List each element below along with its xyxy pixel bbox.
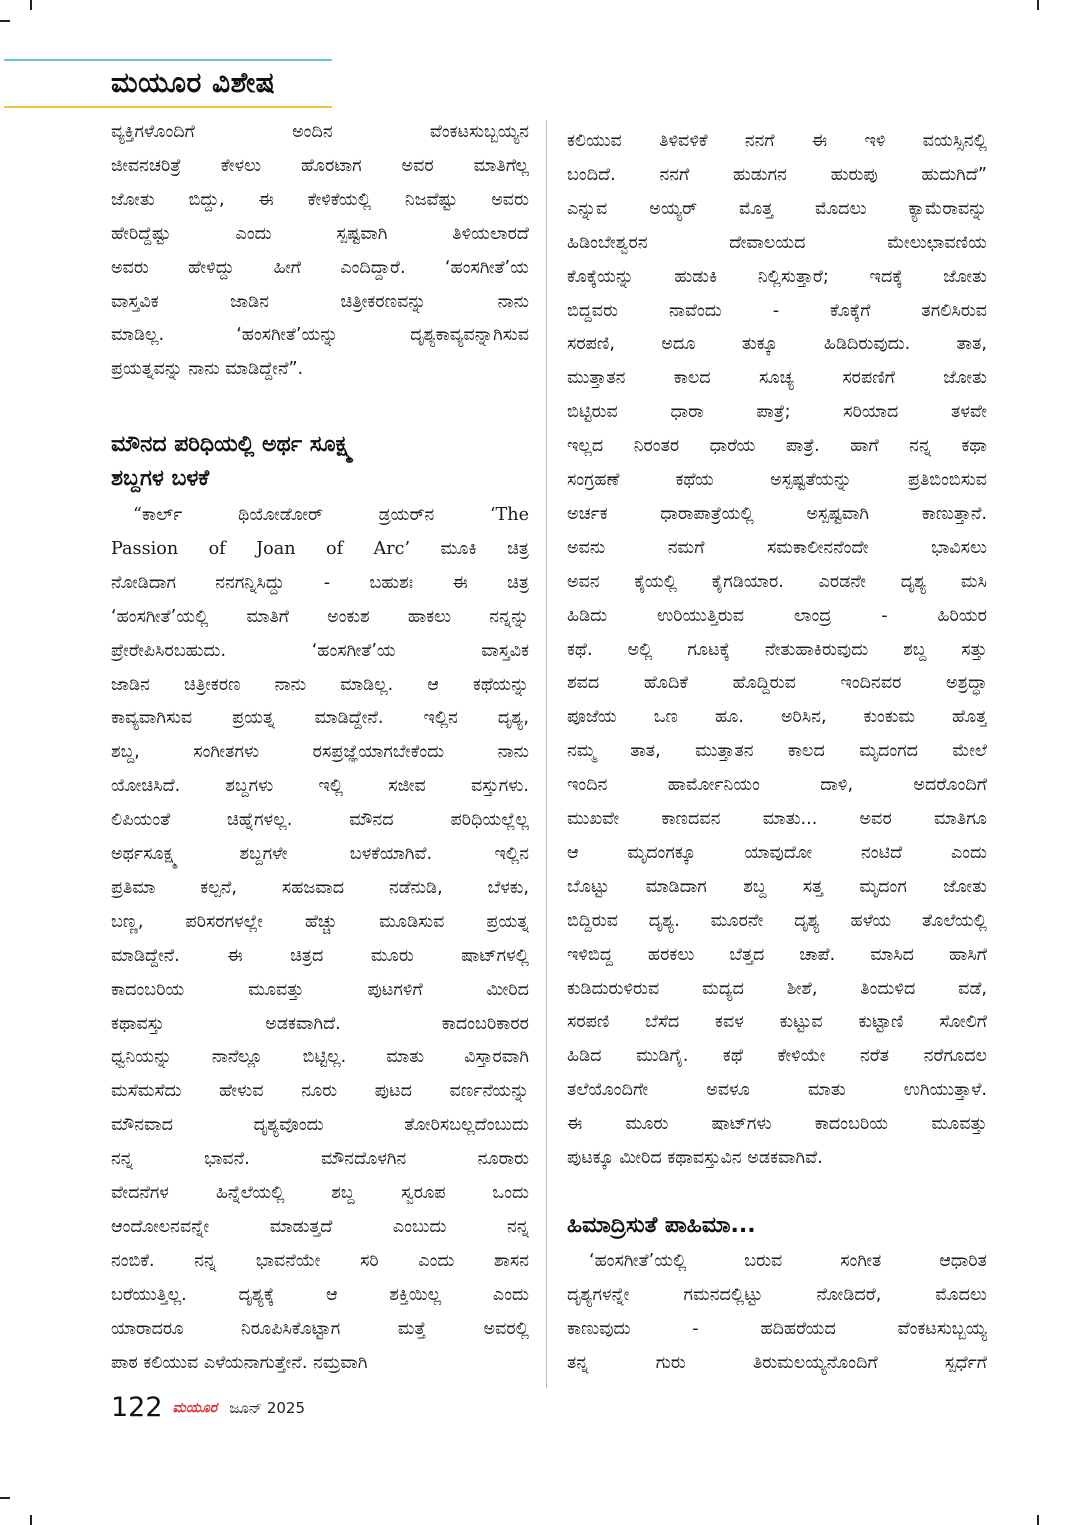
paragraph-line: ಕಲಿಯುವ ತಿಳಿವಳಿಕೆ ನನಗೆ ಈ ಇಳಿ ವಯಸ್ಸಿನಲ್ಲಿ: [567, 131, 987, 151]
crop-mark: [1037, 0, 1039, 10]
page-footer: [111, 1392, 305, 1428]
subheading: ಹಿಮಾದ್ರಿಸುತೆ ಪಾಹಿಮಾ...: [567, 1213, 756, 1238]
crop-mark: [1037, 1515, 1039, 1525]
paragraph-line: ಕಥಾವಸ್ತು ಅಡಕವಾಗಿದೆ. ಕಾದಂಬರಿಕಾರರ: [111, 1013, 529, 1034]
paragraph-line: ಸರಪಣಿ, ಅದೂ ತುಕ್ಕೂ ಹಿಡಿದಿರುವುದು. ತಾತ,: [567, 334, 987, 355]
crop-mark: [0, 20, 10, 22]
paragraph-line: ಯಾರಾದರೂ ನಿರೂಪಿಸಿಕೊಟ್ಟಾಗ ಮತ್ತೆ ಅವರಲ್ಲಿ: [111, 1318, 529, 1339]
subheading: ಮೌನದ ಪರಿಧಿಯಲ್ಲಿ ಅರ್ಥ ಸೂಕ್ಷ್ಮ: [111, 432, 353, 457]
paragraph-line: ಕಾಣುವುದು - ಹದಿಹರೆಯದ ವೆಂಕಟಸುಬ್ಬಯ್ಯ: [567, 1318, 987, 1339]
paragraph-line: ನೋಡಿದಾಗ ನನಗನ್ನಿಸಿದ್ದು - ಬಹುಶಃ ಈ ಚಿತ್ರ: [111, 572, 529, 593]
paragraph-line: ‘ಹಂಸಗೀತೆ’ಯಲ್ಲಿ ಮಾತಿಗೆ ಅಂಕುಶ ಹಾಕಲು ನನ್ನನ್ನು: [111, 606, 529, 627]
paragraph-line: ದೃಶ್ಯಗಳನ್ನೇ ಗಮನದಲ್ಲಿಟ್ಟು ನೋಡಿದರೆ, ಮೊದಲು: [567, 1284, 987, 1305]
paragraph-line: ಬಿಟ್ಟಿರುವ ಧಾರಾ ಪಾತ್ರೆ; ಸರಿಯಾದ ತಳವೇ: [567, 402, 987, 423]
paragraph-line: ಹೇರಿದ್ದೆಷ್ಟು ಎಂದು ಸ್ಪಷ್ಟವಾಗಿ ತಿಳಿಯಲಾರದೆ: [111, 223, 529, 244]
paragraph-line: ‘ಹಂಸಗೀತೆ’ಯಲ್ಲಿ ಬರುವ ಸಂಗೀತ ಆಧಾರಿತ: [589, 1251, 987, 1271]
paragraph-line: ಕಥೆ. ಅಲ್ಲಿ ಗೂಟಕ್ಕೆ ನೇತುಹಾಕಿರುವುದು ಶಬ್ದ ಸತ್ತು: [567, 639, 987, 660]
paragraph-line: ನನ್ನ ಭಾವನೆ. ಮೌನದೊಳಗಿನ ನೂರಾರು: [111, 1149, 529, 1170]
paragraph-line: ಅವನು ನಮಗೆ ಸಮಕಾಲೀನನೆಂದೇ ಭಾವಿಸಲು: [567, 537, 987, 558]
paragraph-line: ಅವರು ಹೇಳಿದ್ದು ಹೀಗೆ ಎಂದಿದ್ದಾರೆ. ‘ಹಂಸಗೀತೆ’ಯ: [111, 257, 529, 278]
paragraph-line: ಧ್ವನಿಯನ್ನು ನಾನೆಲ್ಲೂ ಬಿಟ್ಟಿಲ್ಲ. ಮಾತು ವಿಸ್ತಾರವಾಗಿ: [111, 1047, 529, 1068]
paragraph-line: ಕೊಕ್ಕೆಯನ್ನು ಹುಡುಕಿ ನಿಲ್ಲಿಸುತ್ತಾರೆ; ಇದಕ್ಕೆ ಜೋತು: [567, 266, 987, 287]
paragraph-line: ಎನ್ನುವ ಅಯ್ಯರ್ ಮೊತ್ತ ಮೊದಲು ಕ್ಯಾಮೆರಾವನ್ನು: [567, 198, 987, 219]
paragraph-line: ಪ್ರತಿಮಾ ಕಲ್ಪನೆ, ಸಹಜವಾದ ನಡೆನುಡಿ, ಬೆಳಕು,: [111, 877, 529, 898]
paragraph-line: ಯೋಚಿಸಿದೆ. ಶಬ್ದಗಳು ಇಲ್ಲಿ ಸಜೀವ ವಸ್ತುಗಳು.: [111, 776, 529, 797]
paragraph-line: ಈ ಮೂರು ಷಾಟ್‌ಗಳು ಕಾದಂಬರಿಯ ಮೂವತ್ತು: [567, 1114, 987, 1135]
paragraph-line: ಇಂದಿನ ಹಾರ್ಮೋನಿಯಂ ದಾಳಿ, ಅದರೊಂದಿಗೆ: [567, 775, 987, 796]
paragraph-line: ನಮ್ಮ ತಾತ, ಮುತ್ತಾತನ ಕಾಲದ ಮೃದಂಗದ ಮೇಲೆ: [567, 741, 987, 762]
paragraph-line: ತನ್ನ ಗುರು ತಿರುಮಲಯ್ಯನೊಂದಿಗೆ ಸ್ಪರ್ಧೆಗೆ: [567, 1352, 987, 1373]
paragraph-line: ಪುಟಕ್ಕೂ ಮೀರಿದ ಕಥಾವಸ್ತುವಿನ ಅಡಕವಾಗಿವೆ.: [567, 1148, 823, 1168]
paragraph-line: ವ್ಯಕ್ತಿಗಳೊಂದಿಗೆ ಅಂದಿನ ವೆಂಕಟಸುಬ್ಬಯ್ಯನ: [111, 122, 529, 142]
issue-date: ಜೂನ್ 2025: [229, 1398, 305, 1417]
section-rule-bottom: [4, 106, 332, 108]
paragraph-line: ಮುತ್ತಾತನ ಕಾಲದ ಸೂಚ್ಯ ಸರಪಣಿಗೆ ಜೋತು: [567, 368, 987, 389]
paragraph-line: ನಂಬಿಕೆ. ನನ್ನ ಭಾವನೆಯೇ ಸರಿ ಎಂದು ಶಾಸನ: [111, 1250, 529, 1271]
paragraph-line: ವಾಸ್ತವಿಕ ಜಾಡಿನ ಚಿತ್ರೀಕರಣವನ್ನು ನಾನು: [111, 291, 529, 312]
crop-mark: [30, 0, 32, 10]
paragraph-line: ಕಾವ್ಯವಾಗಿಸುವ ಪ್ರಯತ್ನ ಮಾಡಿದ್ದೇನೆ. ಇಲ್ಲಿನ ದೃಶ್ಯ,: [111, 708, 529, 729]
paragraph-line: ಆ ಮೃದಂಗಕ್ಕೂ ಯಾವುದೋ ನಂಟಿದೆ ಎಂದು: [567, 842, 987, 863]
paragraph-line: ಪ್ರಯತ್ನವನ್ನು ನಾನು ಮಾಡಿದ್ದೇನೆ”.: [111, 359, 304, 380]
subheading: ಶಬ್ದಗಳ ಬಳಕೆ: [111, 466, 210, 491]
paragraph-line: Passion of Joan of Arc’ ಮೂಕಿ ಚಿತ್ರ: [111, 538, 529, 559]
paragraph-line: ಮಸೆಮಸೆದು ಹೇಳುವ ನೂರು ಪುಟದ ವರ್ಣನೆಯನ್ನು: [111, 1081, 529, 1102]
paragraph-line: ಆಂದೋಲನವನ್ನೇ ಮಾಡುತ್ತದೆ ಎಂಬುದು ನನ್ನ: [111, 1216, 529, 1237]
paragraph-line: ಪೂಜೆಯ ಒಣ ಹೂ. ಅರಿಸಿನ, ಕುಂಕುಮ ಹೊತ್ತ: [567, 707, 987, 728]
crop-mark: [30, 1515, 32, 1525]
paragraph-line: ಬಣ್ಣ, ಪರಿಸರಗಳಲ್ಲೇ ಹೆಚ್ಚು ಮೂಡಿಸುವ ಪ್ರಯತ್ನ: [111, 911, 529, 932]
paragraph-line: ಹಿಡಿಂಬೇಶ್ವರನ ದೇವಾಲಯದ ಮೇಲುಛಾವಣಿಯ: [567, 232, 987, 253]
paragraph-line: ಮುಖವೇ ಕಾಣದವನ ಮಾತು... ಅವರ ಮಾತಿಗೂ: [567, 809, 987, 829]
magazine-logo: ಮಯೂರ: [172, 1399, 218, 1416]
paragraph-line: ಮಾಡಿದ್ದೇನೆ. ಈ ಚಿತ್ರದ ಮೂರು ಷಾಟ್‌ಗಳಲ್ಲಿ: [111, 945, 529, 966]
paragraph-line: ಶಬ್ದ, ಸಂಗೀತಗಳು ರಸಪ್ರಜ್ಞೆಯಾಗಬೇಕೆಂದು ನಾನು: [111, 742, 529, 763]
paragraph-line: ಸಂಗ್ರಹಣೆ ಕಥೆಯ ಅಸ್ಪಷ್ಟತೆಯನ್ನು ಪ್ರತಿಬಿಂಬಿಸುವ: [567, 470, 987, 490]
paragraph-line: ಪಾಠ ಕಲಿಯುವ ಎಳೆಯನಾಗುತ್ತೇನೆ. ನಮ್ರವಾಗಿ: [111, 1352, 368, 1373]
paragraph-line: ಹಿಡಿದ ಮುಡಿಗೈ. ಕಥೆ ಕೇಳಿಯೇ ನರೆತ ನರೆಗೂದಲ: [567, 1046, 987, 1067]
paragraph-line: ಬಿದ್ದಿರುವ ದೃಶ್ಯ. ಮೂರನೇ ದೃಶ್ಯ ಹಳೆಯ ತೊಲೆಯಲ್ಲಿ: [567, 910, 987, 931]
section-rule-top: [4, 59, 332, 61]
paragraph-line: ಮಾಡಿಲ್ಲ. ‘ಹಂಸಗೀತೆ’ಯನ್ನು ದೃಶ್ಯಕಾವ್ಯವನ್ನಾಗಿಸುವ: [111, 325, 529, 346]
paragraph-line: ಇಲ್ಲದ ನಿರಂತರ ಧಾರೆಯ ಪಾತ್ರೆ. ಹಾಗೆ ನನ್ನ ಕಥಾ: [567, 436, 987, 457]
page-number: 122: [111, 1392, 163, 1423]
paragraph-line: ಕುಡಿದುರುಳಿರುವ ಮದ್ಯದ ಶೀಶೆ, ತಿಂದುಳಿದ ವಡೆ,: [567, 978, 987, 999]
paragraph-line: ಜೋತು ಬಿದ್ದು, ಈ ಕೇಳಿಕೆಯಲ್ಲಿ ನಿಜವೆಷ್ಟು ಅವರು: [111, 189, 529, 210]
paragraph-line: ಕಾದಂಬರಿಯ ಮೂವತ್ತು ಪುಟಗಳಿಗೆ ಮೀರಿದ: [111, 979, 529, 1000]
paragraph-line: ಪ್ರೇರೇಪಿಸಿರಬಹುದು. ‘ಹಂಸಗೀತೆ’ಯ ವಾಸ್ತವಿಕ: [111, 640, 529, 661]
paragraph-line: ಬಿದ್ದವರು ನಾವೆಂದು - ಕೊಕ್ಕೆಗೆ ತಗಲಿಸಿರುವ: [567, 300, 987, 321]
paragraph-line: ಬೊಟ್ಟು ಮಾಡಿದಾಗ ಶಬ್ದ ಸತ್ತ ಮೃದಂಗ ಜೋತು: [567, 876, 987, 897]
paragraph-line: ಅರ್ಥಸೂಕ್ಷ್ಮ ಶಬ್ದಗಳೇ ಬಳಕೆಯಾಗಿವೆ. ಇಲ್ಲಿನ: [111, 844, 529, 864]
paragraph-line: ಜಾಡಿನ ಚಿತ್ರೀಕರಣ ನಾನು ಮಾಡಿಲ್ಲ. ಆ ಕಥೆಯನ್ನು: [111, 674, 529, 695]
paragraph-line: “ಕಾರ್ಲ್ ಥಿಯೋಡೋರ್ ಡ್ರಯರ್‌ನ ‘The: [133, 505, 529, 525]
paragraph-line: ಮೌನವಾದ ದೃಶ್ಯವೊಂದು ತೋರಿಸಬಲ್ಲದೆಂಬುದು: [111, 1115, 529, 1136]
paragraph-line: ಶವದ ಹೊದಿಕೆ ಹೊದ್ದಿರುವ ಇಂದಿನವರ ಅಶ್ರದ್ಧಾ: [567, 673, 987, 694]
paragraph-line: ಬಂದಿದೆ. ನನಗೆ ಹುಡುಗನ ಹುರುಪು ಹುದುಗಿದೆ”: [567, 164, 987, 185]
section-title: ಮಯೂರ ವಿಶೇಷ: [111, 66, 276, 99]
paragraph-line: ಬರೆಯುತ್ತಿಲ್ಲ. ದೃಶ್ಯಕ್ಕೆ ಆ ಶಕ್ತಿಯಿಲ್ಲ ಎಂದು: [111, 1284, 529, 1305]
paragraph-line: ಸರಪಣಿ ಬೆಸೆದ ಕವಳ ಕುಟ್ಟುವ ಕುಟ್ಟಾಣಿ ಸೋಲಿಗೆ: [567, 1012, 987, 1033]
paragraph-line: ಇಳಿಬಿದ್ದ ಹರಕಲು ಬೆತ್ತದ ಚಾಪೆ. ಮಾಸಿದ ಹಾಸಿಗೆ: [567, 944, 987, 965]
crop-mark: [0, 1497, 10, 1499]
paragraph-line: ಅರ್ಚಕ ಧಾರಾಪಾತ್ರೆಯಲ್ಲಿ ಅಸ್ಪಷ್ಟವಾಗಿ ಕಾಣುತ್ತಾನೆ.: [567, 503, 987, 524]
paragraph-line: ಜೀವನಚರಿತ್ರೆ ಕೇಳಲು ಹೊರಟಾಗ ಅವರ ಮಾತಿಗೆಲ್ಲ: [111, 155, 529, 176]
paragraph-line: ಅವನ ಕೈಯಲ್ಲಿ ಕೈಗಡಿಯಾರ. ಎರಡನೇ ದೃಶ್ಯ ಮಸಿ: [567, 571, 987, 592]
paragraph-line: ಲಿಪಿಯಂತೆ ಚಿಹ್ನೆಗಳಲ್ಲ. ಮೌನದ ಪರಿಧಿಯಲ್ಲೆಲ್ಲ: [111, 810, 529, 831]
paragraph-line: ವೇದನೆಗಳ ಹಿನ್ನೆಲೆಯಲ್ಲಿ ಶಬ್ದ ಸ್ವರೂಪ ಒಂದು: [111, 1183, 529, 1203]
paragraph-line: ಹಿಡಿದು ಉರಿಯುತ್ತಿರುವ ಲಾಂದ್ರ - ಹಿರಿಯರ: [567, 605, 987, 626]
column-divider: [546, 120, 547, 1388]
paragraph-line: ತಲೆಯೊಂದಿಗೇ ಅವಳೂ ಮಾತು ಉಗಿಯುತ್ತಾಳೆ.: [567, 1080, 987, 1101]
